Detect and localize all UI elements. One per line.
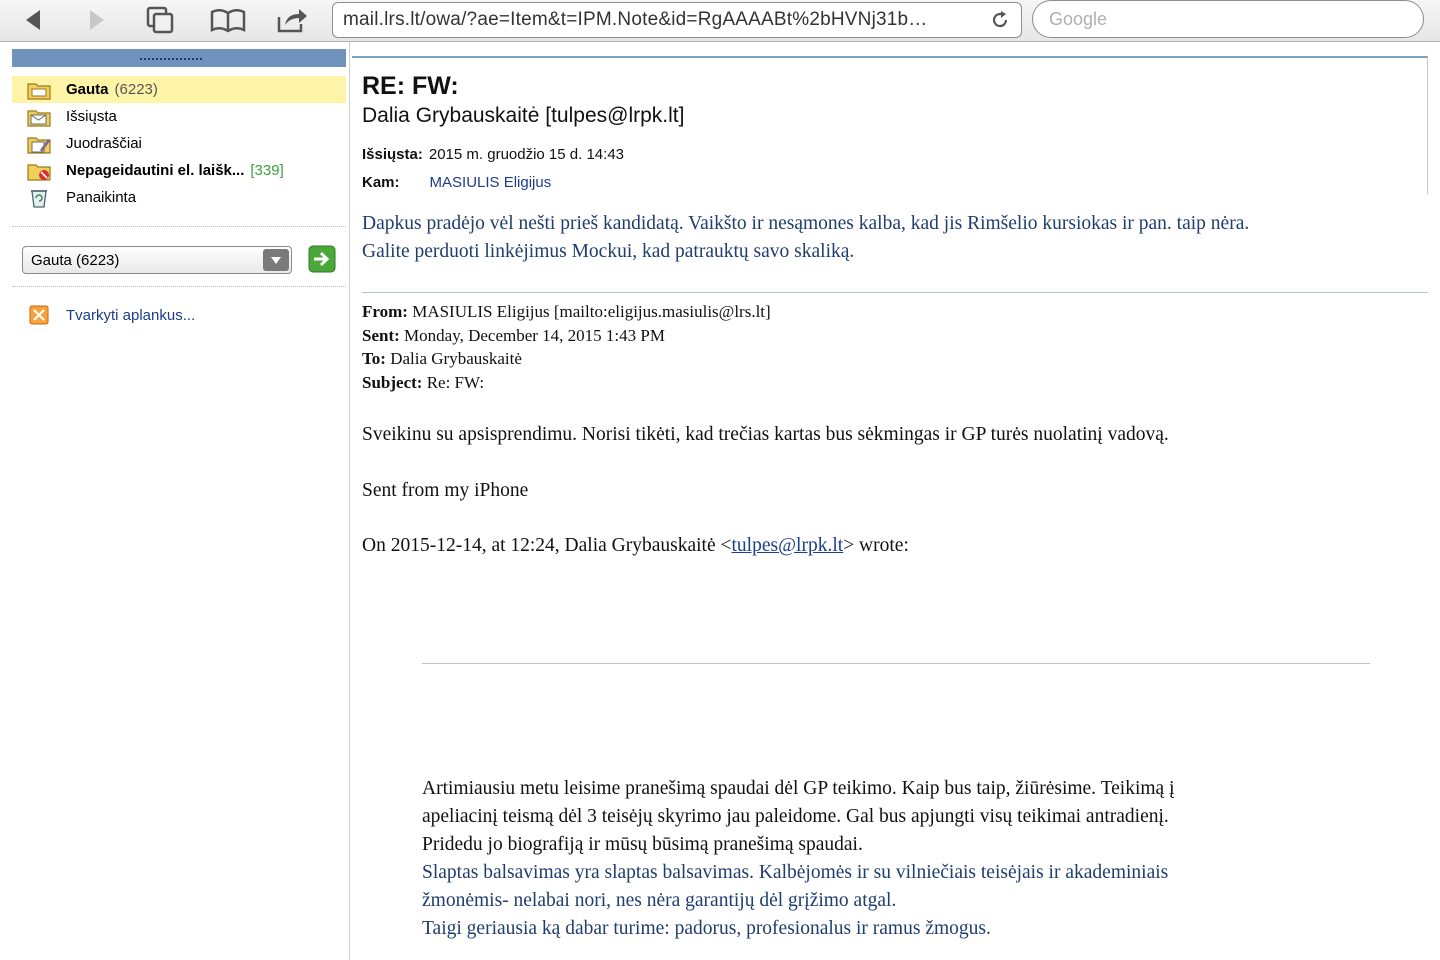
folder-dropdown-value: Gauta (6223) [31,251,120,269]
message-header [352,56,1428,194]
reply-line: Dapkus pradėjo vėl nešti prieš kandidatą. Vaikšto ir nesąmones kalba, kad jis Rimšelio kursiokas ir pan. taip nėra. [362,213,1250,234]
folder-deleted[interactable] [12,184,346,211]
folder-sent[interactable] [12,103,346,130]
folder-pane [0,42,350,960]
folder-name: Gauta [66,81,109,98]
folder-inbox[interactable] [12,76,346,103]
divider [12,286,346,287]
resize-grip[interactable] [140,58,202,60]
inner-line: apeliacinį teismą dėl 3 teisėjų skyrimo jau paleidome. Gal bus apjungti visų teikimai antradienį. [422,806,1169,827]
inner-line: žmonėmis- nelabai nori, nes nėra garantijų dėl grįžimo atgal. [422,890,897,911]
manage-folders-label: Tvarkyti aplankus... [66,306,196,324]
folder-name: Panaikinta [66,189,137,206]
browser-toolbar [0,0,1440,42]
folder-list [12,76,346,211]
fwd-subject-value: Re: FW: [426,372,485,392]
fwd-sent-row [362,324,771,348]
manage-folders-icon [28,304,50,326]
inbox-folder-icon [26,79,52,101]
folder-name: Nepageidautini el. laišk... [66,162,245,179]
forward-button[interactable] [80,3,114,37]
folder-dropdown[interactable] [22,246,292,274]
tabs-button[interactable] [140,3,180,37]
wrote-prefix: On 2015-12-14, at 12:24, Dalia Grybauskaitė < [362,535,732,556]
inner-quote-divider [422,663,1370,664]
to-row [362,174,551,191]
forwarded-signature: Sent from my iPhone [362,480,529,501]
forwarded-body: Sveikinu su apsisprendimu. Norisi tikėti, kad trečias kartas bus sėkmingas ir GP turės nuolatinį vadovą. [362,424,1169,445]
quote-divider [362,292,1428,293]
wrote-email-link[interactable]: tulpes@lrpk.lt [731,535,844,556]
inner-quoted-body [422,775,1382,943]
fwd-from-value: MASIULIS Eligijus [mailto:eligijus.masiulis@lrs.lt] [412,302,771,321]
message-subject: RE: FW: [362,72,459,100]
forwarded-header [362,300,771,394]
inner-line: Pridedu jo biografiją ir mūsų būsimą pranešimą spaudai. [422,834,863,855]
folder-junk[interactable] [12,157,346,184]
tabs-icon [144,5,176,35]
sent-row [362,146,624,163]
folder-drafts[interactable] [12,130,346,157]
folder-count: (6223) [114,81,158,98]
search-input[interactable] [1049,9,1423,30]
folder-name: Išsiųsta [66,108,117,125]
divider [12,226,346,227]
reply-body [362,210,1422,266]
wrote-suffix: > wrote: [843,535,909,556]
fwd-from-label: From: [362,302,408,321]
folder-count: [339] [250,162,284,179]
fwd-to-row [362,347,771,371]
sent-value: 2015 m. gruodžio 15 d. 14:43 [428,146,624,163]
to-label: Kam: [362,174,400,191]
go-arrow-icon[interactable] [308,245,336,273]
fwd-from-row [362,300,771,324]
reply-line: Galite perduoti linkėjimus Mockui, kad patrauktų savo skaliką. [362,241,855,262]
search-bar[interactable] [1032,0,1424,38]
share-icon [275,5,309,35]
bookmarks-button[interactable] [206,3,250,37]
folder-name: Juodraščiai [66,135,142,152]
trash-icon [26,187,52,209]
inner-line: Taigi geriausia ką dabar turime: padorus, profesionalus ir ramus žmogus. [422,918,991,939]
inner-line: Artimiausiu metu leisime pranešimą spaudai dėl GP teikimo. Kaip bus taip, žiūrėsime. Teikimą į [422,778,1175,799]
forward-arrow-icon [84,7,110,33]
to-recipient[interactable]: MASIULIS Eligijus [429,174,552,191]
manage-folders-link[interactable] [28,304,195,326]
reload-icon[interactable] [989,9,1011,31]
sent-folder-icon [26,106,52,128]
address-bar[interactable] [332,2,1022,38]
fwd-sent-label: Sent: [362,325,400,345]
url-text[interactable]: mail.lrs.lt/owa/?ae=Item&t=IPM.Note&id=RgAAAABt%2bHVNj31b… [343,9,928,30]
reading-pane [352,42,1440,960]
share-button[interactable] [272,3,312,37]
fwd-sent-value: Monday, December 14, 2015 1:43 PM [404,325,665,345]
back-arrow-icon [20,7,46,33]
sent-label: Išsiųsta: [362,146,423,163]
fwd-subject-row [362,371,771,395]
back-button[interactable] [16,3,50,37]
drafts-folder-icon [26,133,52,155]
dropdown-arrow-icon[interactable] [263,249,289,271]
fwd-to-value: Dalia Grybauskaitė [390,349,522,368]
inner-line: Slaptas balsavimas yra slaptas balsavimas. Kalbėjomės ir su vilniečiais teisėjais ir akademiniais [422,862,1169,883]
fwd-to-label: To: [362,349,386,368]
book-icon [209,6,247,34]
message-sender[interactable]: Dalia Grybauskaitė [tulpes@lrpk.lt] [362,104,685,127]
fwd-subject-label: Subject: [362,372,423,392]
wrote-line [362,535,909,557]
junk-folder-icon [26,160,52,182]
